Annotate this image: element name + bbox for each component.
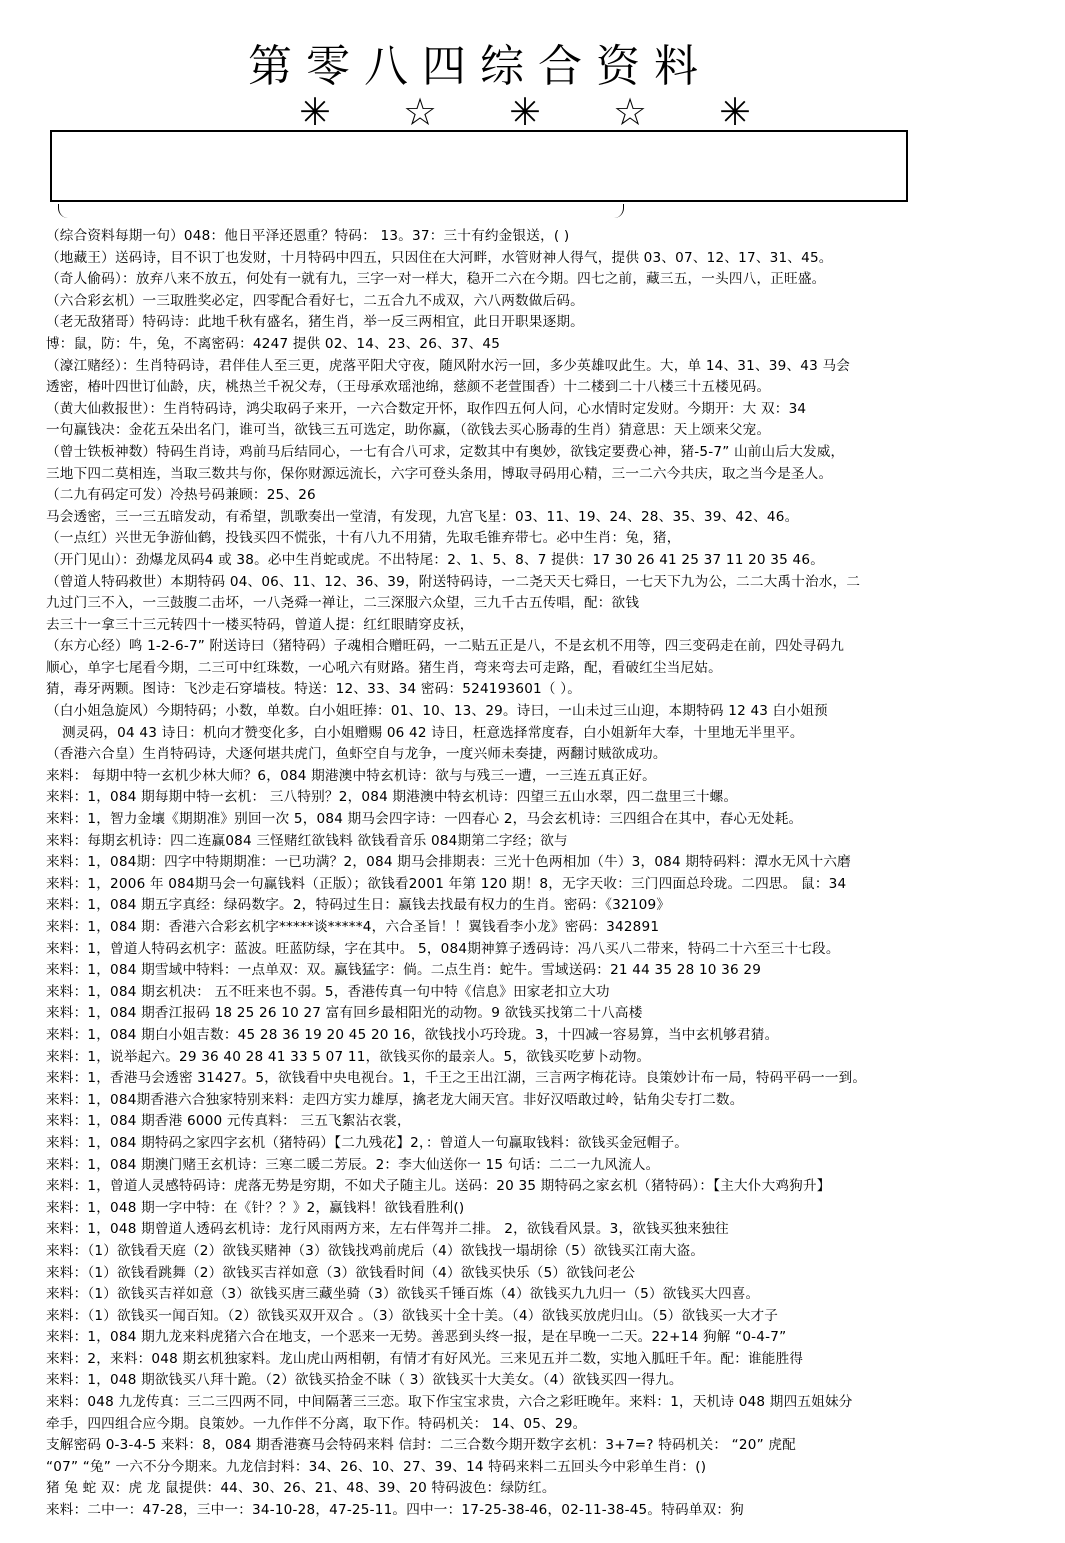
text-line: （曾道人特码救世）本期特码 04、06、11、12、36、39，附送特码诗，一二尧天天七舜日，一七天下九为公，二二大禹十治水，二: [46, 573, 861, 590]
text-line: （曾士铁板神数）特码生肖诗，鸡前马后结同心，一七有合八可求，定数其中有奥妙，欲钱定要费心神，猪-5-7” 山前山后大发威，: [46, 443, 845, 460]
text-line: （综合资料每期一句）048：他日平泽还恩重？特码： 13。37：三十有约金银送，( ): [46, 228, 570, 244]
text-line: （开门见山）：劲爆龙凤码4 或 38。必中生肖蛇或虎。不出特尾：2、1、5、8、7 提供：17 30 26 41 25 37 11 20 35 46。: [46, 551, 824, 568]
asterisk-star-icon: ✳: [509, 90, 541, 134]
text-line: 九过门三不入，一三鼓腹二击坏，一八尧舜一禅让，二三深服六众望，三九千古五传唱，配：欲钱: [46, 595, 640, 612]
text-line: （地藏王）送码诗，目不识丁也发财，十月特码中四五，只因住在大河畔，水管财神人得气，提供 03、07、12、17、31、45。: [46, 249, 833, 266]
text-line: 来料：1，048 期曾道人透码玄机诗：龙行风雨两方来，左右伴驾并二排。 2，欲钱看风景。3，欲钱买独来独往: [46, 1221, 729, 1238]
text-line: 来料：1，2006 年 084期马会一句赢钱料（正版）；欲钱看2001 年第 120 期！8，无字天收：三门四面总玲珑。二四思。 鼠：34: [46, 875, 847, 892]
text-line: 来料：1，智力金壤《期期准》别回一次 5，084 期马会四字诗：一四春心 2，马会玄机诗：三四组合在其中，春心无处耗。: [46, 811, 803, 828]
text-line: 来料：每期玄机诗：四二连赢084 三怪赌红欲钱料 欲钱看音乐 084期第二字经；欲与: [46, 832, 568, 849]
text-line: 牵手，四四组合应今期。良策妙。一九作伴不分离，取下作。特码机关： 14、05、29。: [46, 1415, 587, 1432]
text-line: 来料：2，来料：048 期玄机独家料。龙山虎山两相朝，有情才有好风光。三来见五并二数，实地入胍旺千年。配：谁能胜得: [46, 1350, 804, 1367]
text-line: 来料：（1）欲钱买一闻百知。（2）欲钱买双开双合 。（3）欲钱买十全十美。（4）欲钱买放虎归山。（5）欲钱买一大才子: [46, 1307, 779, 1324]
text-line: 来料：1，084 期玄机决： 五不旺来也不弱。5，香港传真一句中特《信息》田家老扣立大功: [46, 983, 610, 1000]
text-line: 来料：1，曾道人灵感特码诗：虎落无势是穷期，不如犬子随主儿。送码：20 35 期特码之家玄机（猪特码）：【主大仆大鸡狗升】: [46, 1178, 831, 1195]
asterisk-star-icon: ✳: [299, 90, 331, 134]
asterisk-star-icon: ✳: [719, 90, 751, 134]
text-line: 来料：1，084 期香港 6000 元传真料： 三五飞絮沾衣裳，: [46, 1113, 411, 1130]
text-line: 来料：048 九龙传真：三二三四两不同，中间隔著三三恋。取下作宝宝求贵，六合之彩旺晚年。来料：1，天机诗 048 期四五姐妹分: [46, 1394, 853, 1411]
text-line: 来料：1，084期：四字中特期期准：一已功满？2，084 期马会排期表：三光十色两相加（牛）3，084 期特码料：潭水无风十六磨: [46, 854, 851, 871]
outline-star-icon: ☆: [402, 90, 438, 134]
outline-star-icon: ☆: [612, 90, 648, 134]
text-line: 来料： 每期中特一玄机少林大师？6，084 期港澳中特玄机诗：欲与与残三一遭，一三连五真正好。: [46, 767, 656, 784]
text-line: 来料：（1）欲钱看天庭（2）欲钱买赌神（3）欲钱找鸡前虎后（4）欲钱找一塌胡徐（5）欲钱买江南大盗。: [46, 1242, 705, 1259]
text-line: （奇人偷码）：放弃八来不放五，何处有一就有九，三字一对一样大，稳开二六在今期。四七之前，藏三五，一头四八，正旺盛。: [46, 271, 826, 288]
text-line: 来料：1，084 期五字真经：绿码数字。2，特码过生日：赢钱去找最有权力的生肖。密码：《32109》: [46, 897, 671, 914]
blank-banner-box: [50, 130, 908, 202]
text-line: 来料：1，084 期九龙来料虎猪六合在地支，一个恶来一无势。善恶到头终一报，是在早晚一二天。22+14 狗解 “0-4-7”: [46, 1329, 787, 1346]
text-line: [46, 1522, 1046, 1543]
text-line: 顺心，单字七尾看今期，二三可中红珠数，一心吼六有财路。猪生肖，弯来弯去可走路，配，看破红尘当尼姑。: [46, 659, 722, 676]
text-line: 马会透密，三一三五暗发动，有希望，凯歌奏出一堂清，有发现，九宫飞星：03、11、19、24、28、35、39、42、46。: [46, 508, 799, 525]
text-line: 来料：1，084 期白小姐吉数：45 28 36 19 20 45 20 16，欲钱找小巧玲珑。3，十四减一容易算，当中玄机够君猜。: [46, 1026, 779, 1043]
text-line: 来料：二中一：47-28，三中一：34-10-28，47-25-11。四中一：17-25-38-46，02-11-38-45。特码单双：狗: [46, 1502, 744, 1519]
text-line: 来料：1，香港马会透密 31427。5，欲钱看中央电视台。1，千王之王出江湖，三言两字梅花诗。良策妙计布一局，特码平码一一到。: [46, 1070, 867, 1087]
text-line: （老无敌猪哥）特码诗：此地千秋有盛名，猪生肖，举一反三两相宜，此日开职果逐期。: [46, 314, 584, 331]
text-line: 来料：1，曾道人特码玄机字：蓝波。旺蓝防绿，字在其中。 5，084期神算子透码诗：冯八买八二带来，特码二十六至三十七段。: [46, 940, 840, 957]
text-line: （二九有码定可发）冷热号码兼顾：25、26: [46, 487, 316, 504]
text-line: 猜，毒牙两颗。图诗：飞沙走石穿墙枝。特送：12、33、34 密码：524193601（ ）。: [46, 681, 581, 698]
text-line: 来料：1，048 期欲钱买八拜十跪。（2）欲钱买拾金不昧（ 3）欲钱买十大美女。（4）欲钱买四一得九。: [46, 1372, 683, 1389]
text-line: （六合彩玄机）一三取胜奖必定，四零配合看好七，二五合九不成双，六八两数做后码。: [46, 292, 584, 309]
text-line: 来料：1，048 期一字中特：在《针？？》2，赢钱料！欲钱看胜利(): [46, 1199, 465, 1216]
text-line: （一点红）兴世无争游仙鹤，投钱买四不慌张，十有八九不用猜，先取毛锥弃带七。必中生肖：兔，猪，: [46, 530, 681, 547]
text-line: 来料：1，084 期香江报码 18 25 26 10 27 富有回乡最相阳光的动物。9 欲钱买找第二十八高楼: [46, 1005, 643, 1022]
text-line: 来料：1，084期香港六合独家特别来料：走四方实力雄厚，擒老龙大闹天宫。非好汉唔敢过岭，钻角尖专打二数。: [46, 1091, 744, 1108]
text-line: 来料：（1）欲钱买吉祥如意（3）欲钱买唐三藏坐骑（3）欲钱买千锤百炼（4）欲钱买九九归一（5）欲钱买大四喜。: [46, 1286, 760, 1303]
text-line: 去三十一拿三十三元转四十一楼买特码，曾道人提：红红眼睛穿皮袄，: [46, 616, 474, 633]
text-line: （黄大仙救报世）：生肖特码诗，鸿尖取码子来开，一六合数定开怀，取作四五何人问，心水情时定发财。今期开：大 双：34: [46, 400, 807, 417]
text-line: “07” “兔” 一六不分今期来。九龙信封料：34、26、10、27、39、14 特码来料二五回头今中彩单生肖：(): [46, 1458, 707, 1475]
text-line: （白小姐急旋风）今期特码；小数，单数。白小姐旺捧：01、10、13、29。诗曰，一山未过三山迎，本期特码 12 43 白小姐预: [46, 703, 828, 720]
text-line: 三地下四二莫相连，当取三数共与你，保你财源远流长，六字可登头条用，博取寻码用心精，三一二六今共庆，取之当今是圣人。: [46, 465, 833, 482]
text-line: 来料：（1）欲钱看跳舞（2）欲钱买吉祥如意（3）欲钱看时间（4）欲钱买快乐（5）欲钱问老公: [46, 1264, 636, 1281]
content-body: [46, 226, 1046, 1543]
text-line: （东方心经）鸣 1-2-6-7” 附送诗曰（猪特码）子魂相合赠旺码，一二贴五正是八，不是玄机不用等，四三变码走在前，四处寻码九: [46, 638, 845, 655]
text-line: 来料：1，084 期澳门赌王玄机诗：三寒二暖二芳辰。2：李大仙送你一 15 句话：二二一九风流人。: [46, 1156, 660, 1173]
text-line: 博：鼠，防：牛，兔，不离密码：4247 提供 02、14、23、26、37、45: [46, 335, 501, 352]
text-line: 测灵码，04 43 诗日：机向才赞变化多，白小姐赠赐 06 42 诗日，枉意选择常度春，白小姐新年大奉，十里地无半里平。: [62, 724, 804, 741]
text-line: （濠江赌经）：生肖特码诗，君伴佳人至三更，虎落平阳犬守夜，随风附水污一回，多少英雄叹此生。大，单 14、31、39、43 马会: [46, 357, 851, 374]
star-divider: [290, 92, 760, 132]
text-line: 来料：1，084 期雪域中特料：一点单双：双。赢钱猛字：倘。二点生肖：蛇牛。雪域送码：21 44 35 28 10 36 29: [46, 962, 762, 979]
text-line: 猪 兔 蛇 双：虎 龙 鼠提供：44、30、26、21、48、39、20 特码波色：绿防红。: [46, 1480, 556, 1497]
text-line: 透密，椿叶四世订仙龄，庆，桃热兰千祝父寿，（王母承欢瑶池绵，慈颜不老萱围香）十二楼到二十八楼三十五楼见码。: [46, 379, 771, 396]
bracket-divider: [58, 204, 624, 218]
text-line: 来料：1，084 期每期中特一玄机： 三八特别？2，084 期港澳中特玄机诗：四望三五山水翠，四二盘里三十螺。: [46, 789, 738, 806]
text-line: 一句赢钱决：金花五朵出名门，谁可当，欲钱三五可选定，助你赢，（欲钱去买心肠毒的生肖）猜意思：天上颂来父宠。: [46, 422, 771, 439]
text-line: （香港六合皇）生肖特码诗，犬逐何堪共虎门，鱼虾空自与龙争，一度兴师未奏捷，两翻讨贼欲成功。: [46, 746, 667, 763]
text-line: 来料：1，084 期特码之家四字玄机（猪特码）【二九残花】2，：曾道人一句赢取钱料：欲钱买金冠帽子。: [46, 1134, 689, 1151]
text-line: 来料：1，084 期：香港六合彩玄机字*****谈*****4，六合圣旨！！翼钱看李小龙》密码：342891: [46, 919, 660, 935]
page-title: 第零八四综合资料: [248, 41, 712, 92]
text-line: 支解密码 0-3-4-5 来料：8，084 期香港赛马会特码来料 信封：二三合数今期开数字玄机：3+7=? 特码机关： “20” 虎配: [46, 1437, 796, 1454]
text-line: 来料：1，说举起六。29 36 40 28 41 33 5 07 11，欲钱买你的最亲人。5，欲钱买吃萝卜动物。: [46, 1048, 651, 1065]
